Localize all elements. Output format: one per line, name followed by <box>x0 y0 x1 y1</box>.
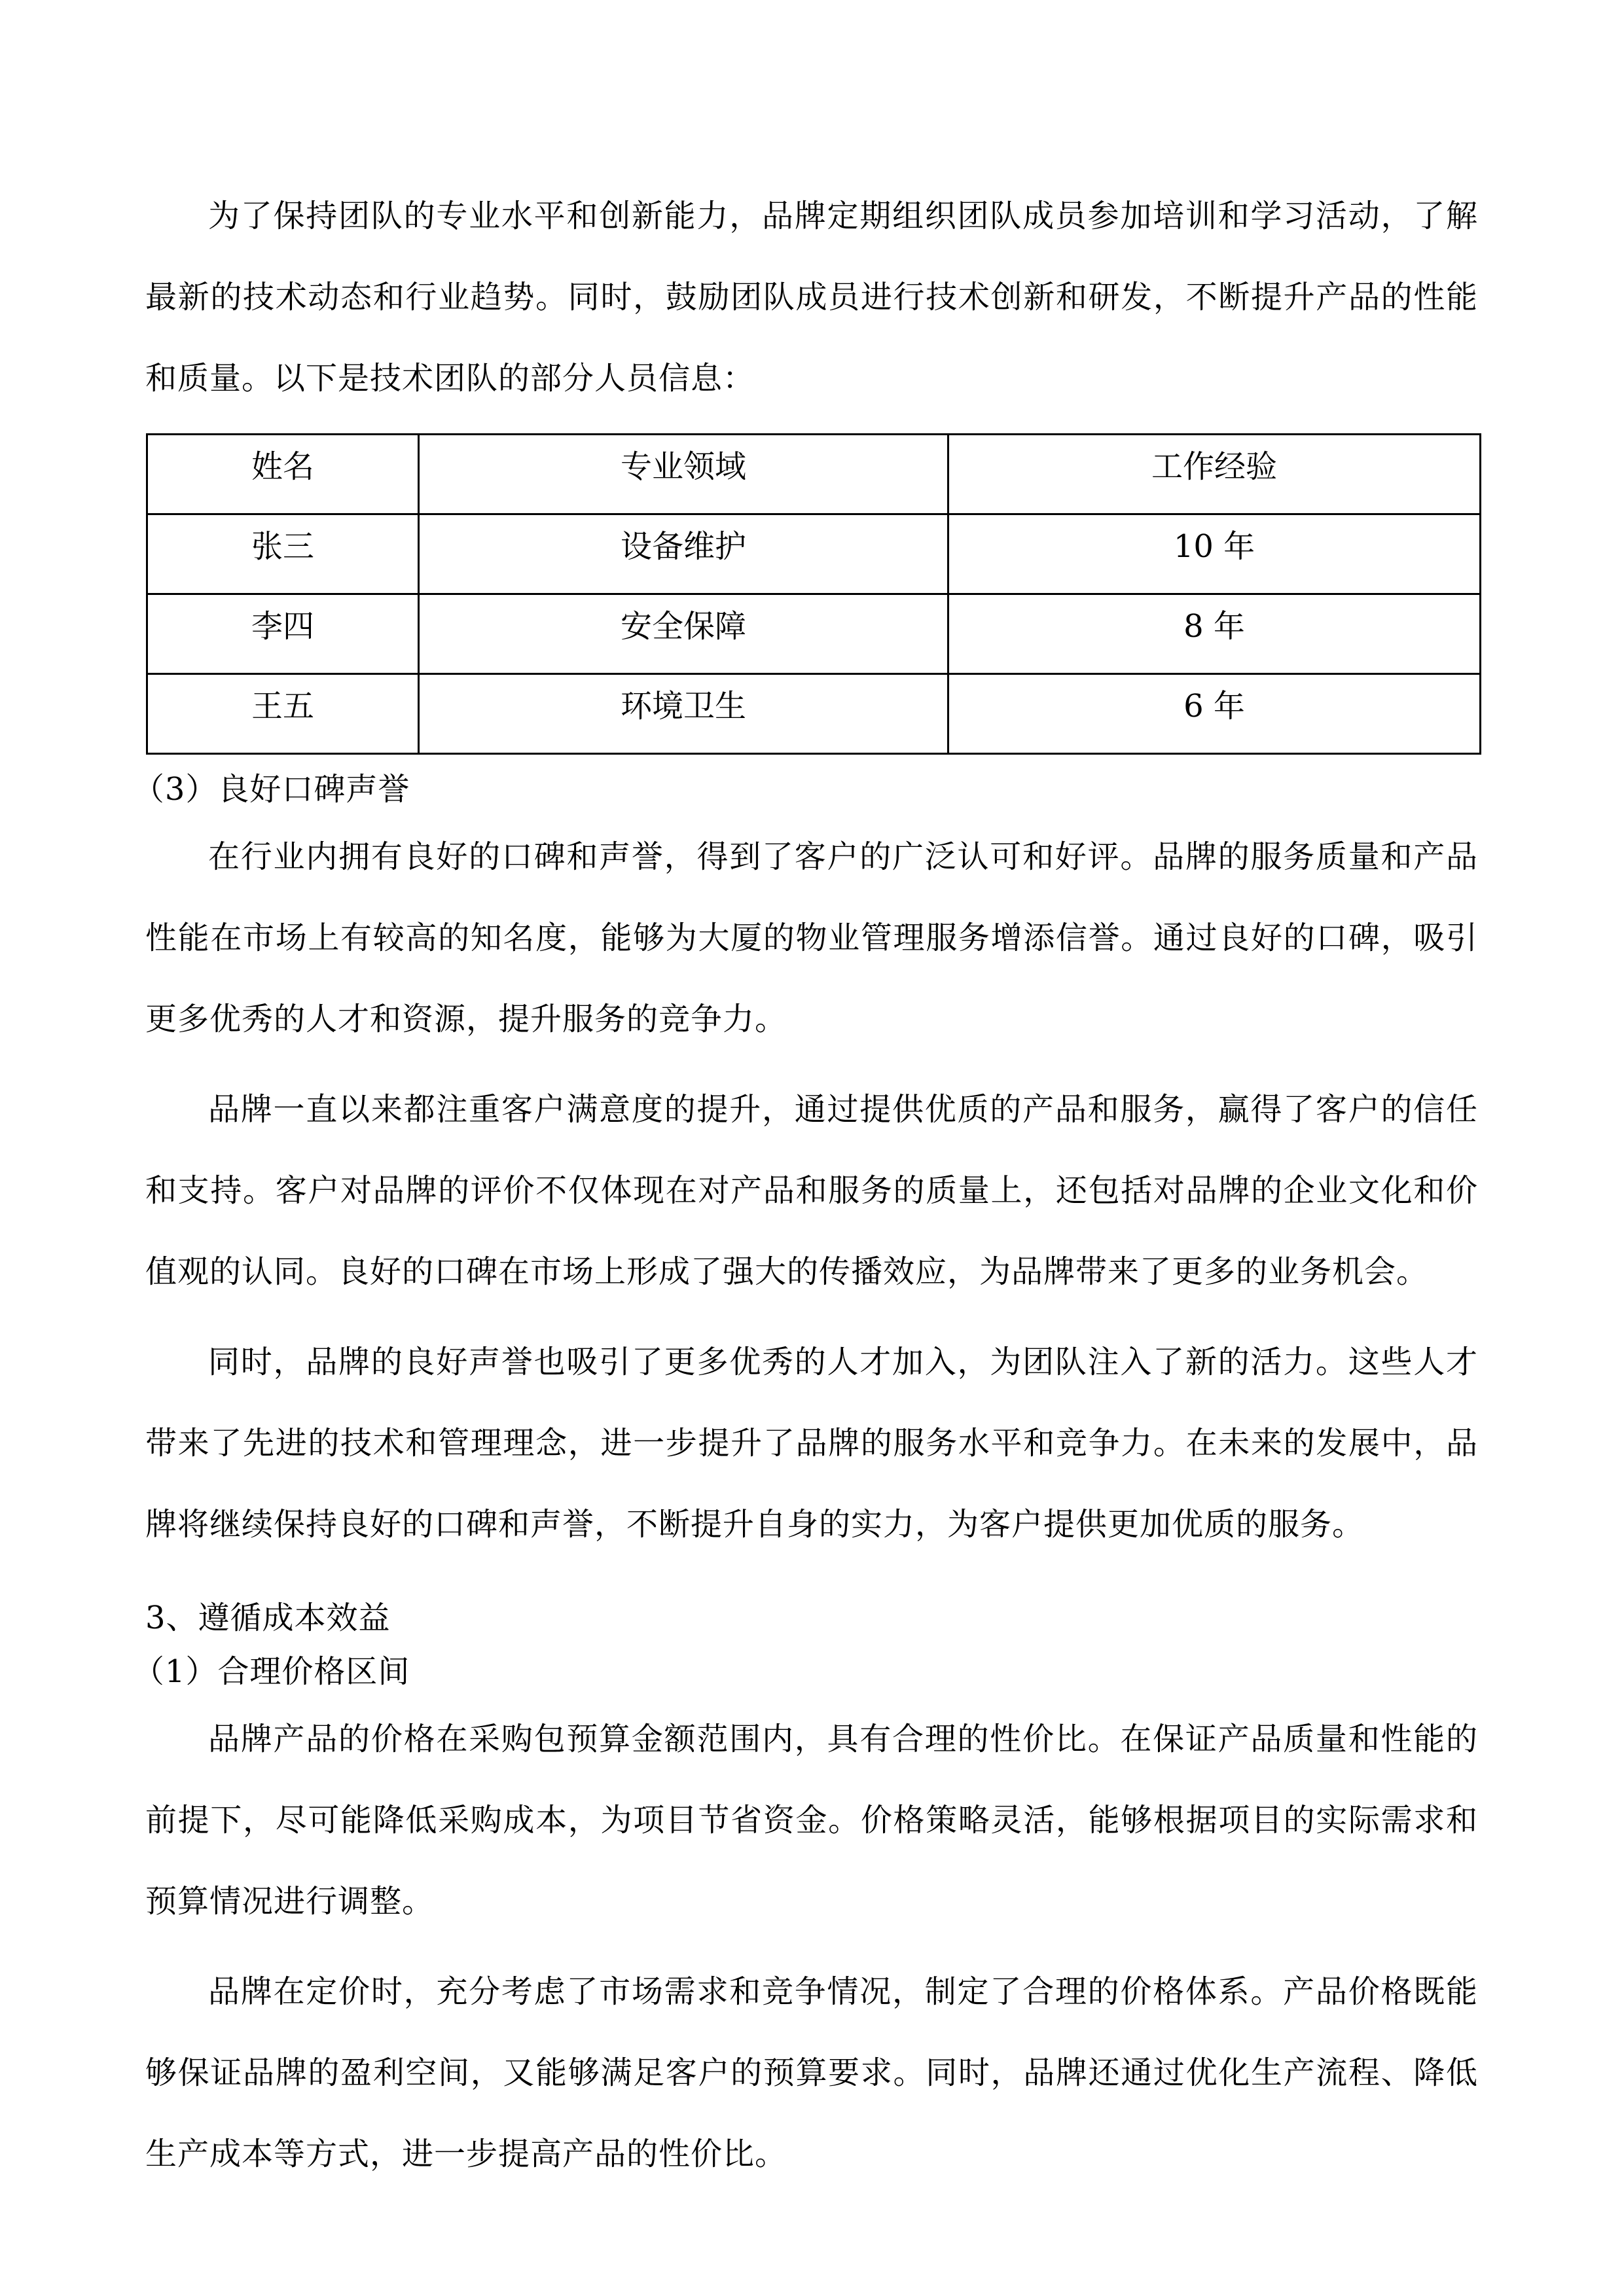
table-row <box>147 514 1481 594</box>
reputation-paragraph-3: 同时，品牌的良好声誉也吸引了更多优秀的人才加入，为团队注入了新的活力。这些人才带来了先进的技术和管理理念，进一步提升了品牌的服务水平和竞争力。在未来的发展中，品牌将继续保持良好的口碑和声誉，不断提升自身的实力，为客户提供更加优质的服务。 <box>145 1344 1478 1543</box>
table-row <box>147 594 1481 674</box>
cell-name: 张三 <box>147 514 419 594</box>
header-cell-name: 姓名 <box>147 435 419 514</box>
table-header-row <box>147 435 1481 514</box>
cell-field: 环境卫生 <box>419 674 948 754</box>
cell-experience: 6 年 <box>948 674 1481 754</box>
reputation-paragraph-1: 在行业内拥有良好的口碑和声誉，得到了客户的广泛认可和好评。品牌的服务质量和产品性能在市场上有较高的知名度，能够为大厦的物业管理服务增添信誉。通过良好的口碑，吸引更多优秀的人才和资源，提升服务的竞争力。 <box>145 838 1478 1037</box>
header-cell-experience: 工作经验 <box>948 435 1481 514</box>
header-cell-field: 专业领域 <box>419 435 948 514</box>
cost-paragraph-1: 品牌产品的价格在采购包预算金额范围内，具有合理的性价比。在保证产品质量和性能的前提下，尽可能降低采购成本，为项目节省资金。价格策略灵活，能够根据项目的实际需求和预算情况进行调整。 <box>145 1721 1478 1920</box>
section-heading-reputation: （3）良好口碑声誉 <box>132 771 410 808</box>
document-page <box>132 175 1478 2195</box>
cell-field: 安全保障 <box>419 594 948 674</box>
cell-experience: 8 年 <box>948 594 1481 674</box>
section-heading-cost: 3、遵循成本效益 <box>145 1600 391 1636</box>
reputation-paragraph-2: 品牌一直以来都注重客户满意度的提升，通过提供优质的产品和服务，赢得了客户的信任和支持。客户对品牌的评价不仅体现在对产品和服务的质量上，还包括对品牌的企业文化和价值观的认同。良好的口碑在市场上形成了强大的传播效应，为品牌带来了更多的业务机会。 <box>145 1091 1478 1290</box>
cell-field: 设备维护 <box>419 514 948 594</box>
cell-name: 李四 <box>147 594 419 674</box>
cell-experience: 10 年 <box>948 514 1481 594</box>
cost-paragraph-2: 品牌在定价时，充分考虑了市场需求和竞争情况，制定了合理的价格体系。产品价格既能够保证品牌的盈利空间，又能够满足客户的预算要求。同时，品牌还通过优化生产流程、降低生产成本等方式，进一步提高产品的性价比。 <box>145 1973 1478 2172</box>
intro-paragraph: 为了保持团队的专业水平和创新能力，品牌定期组织团队成员参加培训和学习活动，了解最新的技术动态和行业趋势。同时，鼓励团队成员进行技术创新和研发，不断提升产品的性能和质量。以下是技术团队的部分人员信息： <box>145 198 1478 397</box>
subsection-heading-price: （1）合理价格区间 <box>132 1653 410 1690</box>
cell-name: 王五 <box>147 674 419 754</box>
team-info-table <box>146 433 1481 755</box>
table-row <box>147 674 1481 754</box>
